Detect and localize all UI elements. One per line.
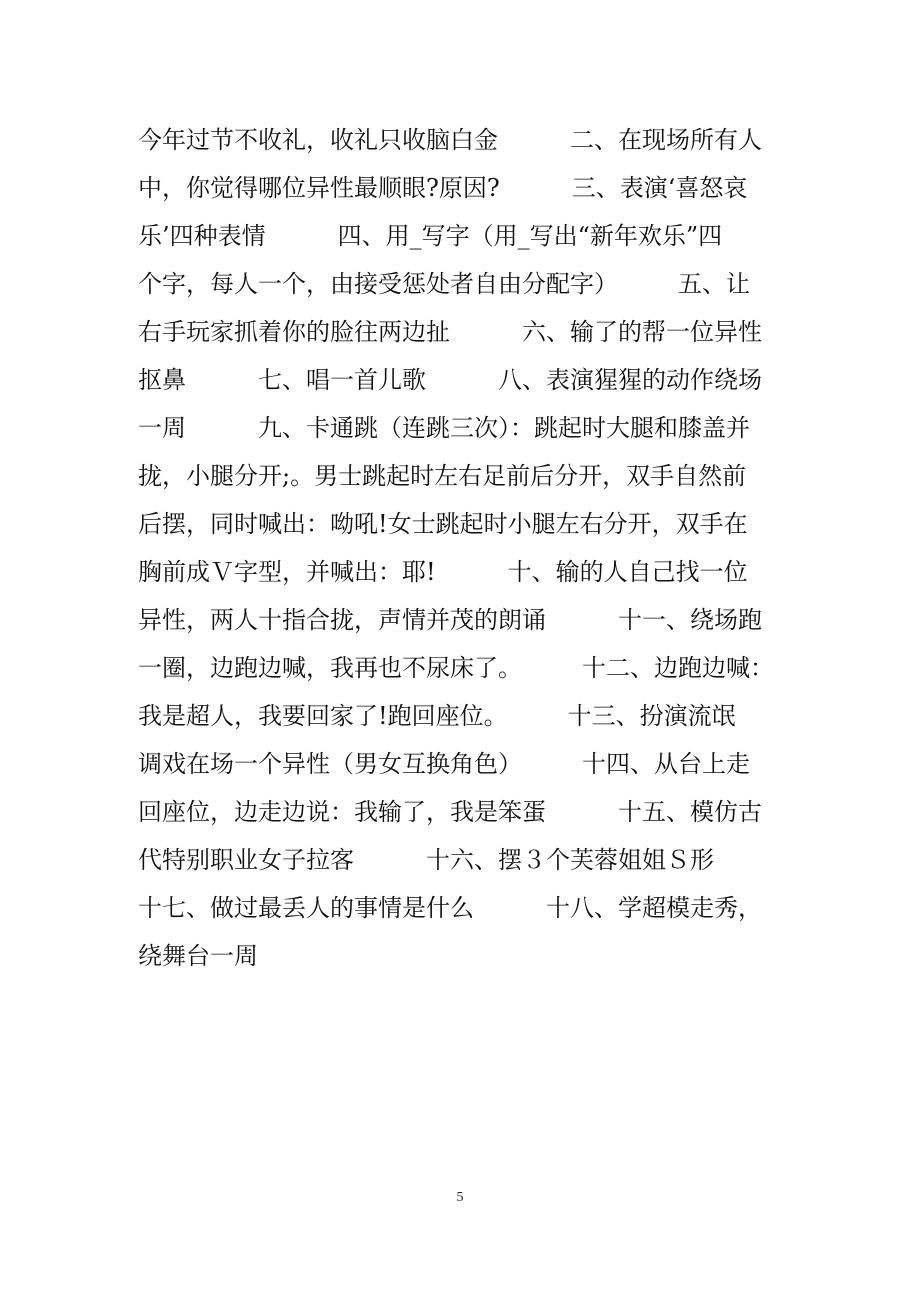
text-line-13: 我是超人，我要回家了!跑回座位。 十三、扮演流氓 [138,702,736,730]
text-line-7: 一周 九、卡通跳（连跳三次）：跳起时大腿和膝盖并 [138,414,750,442]
text-line-2: 中，你觉得哪位异性最顺眼?原因? 三、表演‘喜怒哀 [138,174,748,202]
text-line-17: 十七、做过最丢人的事情是什么 十八、学超模走秀， [138,894,762,922]
text-line-1: 今年过节不收礼，收礼只收脑白金 二、在现场所有人 [138,126,762,154]
text-line-4: 个字，每人一个，由接受惩处者自由分配字） 五、让 [138,270,750,298]
text-line-6: 抠鼻 七、唱一首儿歌 八、表演猩猩的动作绕场 [138,366,762,394]
text-line-8: 拢，小腿分开;。男士跳起时左右足前后分开，双手自然前 [138,462,747,490]
page-number: 5 [456,1190,464,1205]
text-line-15: 回座位，边走边说：我输了，我是笨蛋 十五、模仿古 [138,798,762,826]
text-line-3: 乐’四种表情 四、用_写字（用_写出“新年欢乐”四 [138,222,723,250]
text-line-16: 代特别职业女子拉客 十六、摆３个芙蓉姐姐Ｓ形 [138,846,714,874]
text-line-10: 胸前成Ｖ字型，并喊出：耶! 十、输的人自己找一位 [138,558,748,586]
text-line-5: 右手玩家抓着你的脸往两边扯 六、输了的帮一位异性 [138,318,762,346]
text-line-11: 异性，两人十指合拢，声情并茂的朗诵 十一、绕场跑 [138,606,762,634]
body-text [138,116,788,980]
text-line-12: 一圈，边跑边喊，我再也不尿床了。 十二、边跑边喊： [138,654,774,682]
text-line-14: 调戏在场一个异性（男女互换角色） 十四、从台上走 [138,750,750,778]
text-line-18: 绕舞台一周 [138,942,258,970]
text-line-9: 后摆，同时喊出：呦吼!女士跳起时小腿左右分开，双手在 [138,510,748,538]
